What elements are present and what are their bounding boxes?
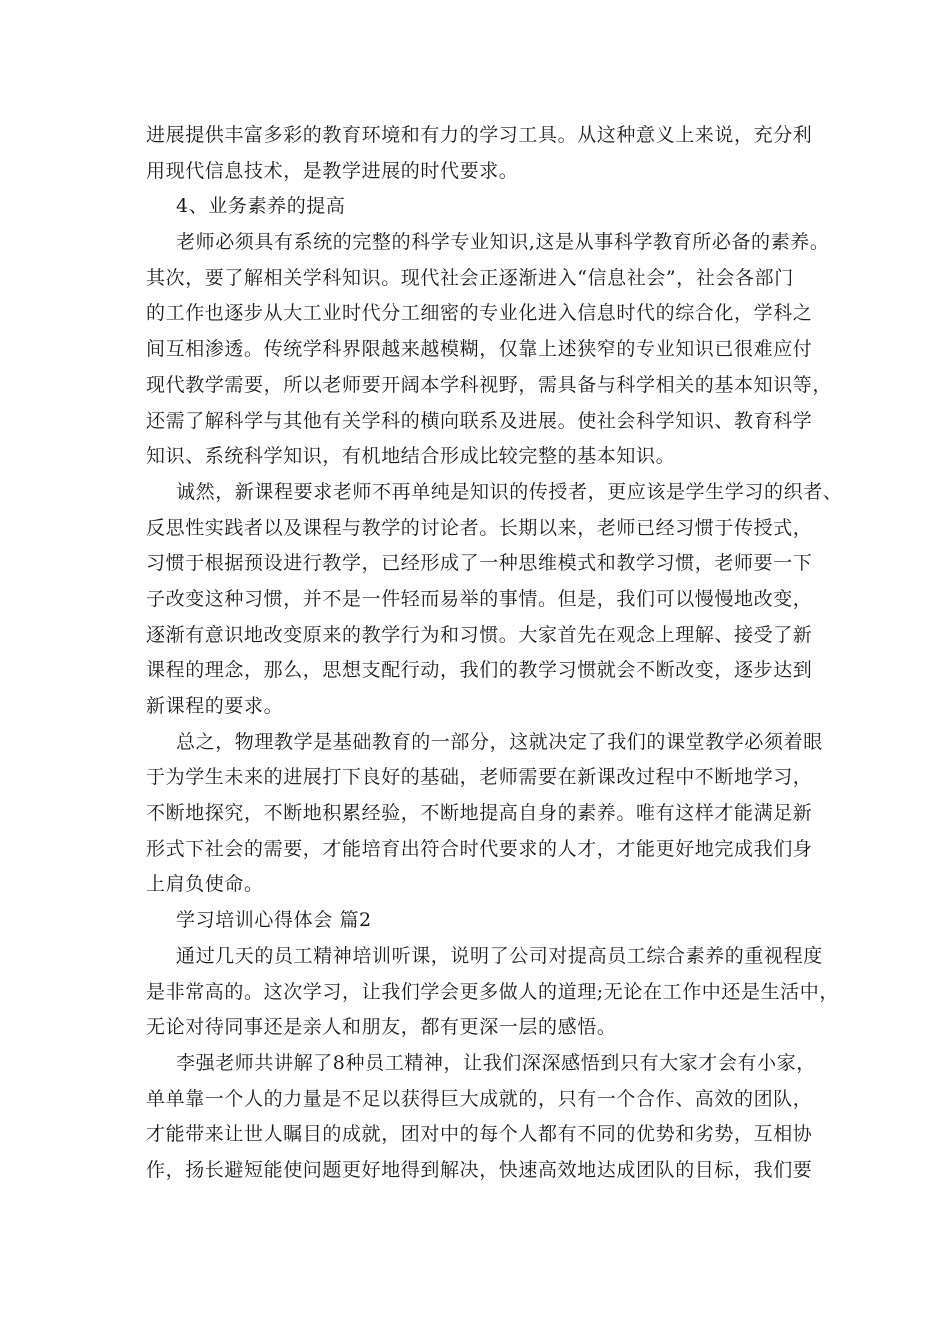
text-line: 李强老师共讲解了8种员工精神，让我们深深感悟到只有大家才会有小家， (176, 1051, 816, 1074)
text-line: 才能带来让世人瞩目的成就，团对中的每个人都有不同的优势和劣势，互相协 (146, 1123, 813, 1146)
text-line: 不断地探究，不断地积累经验，不断地提高自身的素养。唯有这样才能满足新 (146, 802, 813, 825)
text-line: 逐渐有意识地改变原来的教学行为和习惯。大家首先在观念上理解、接受了新 (146, 623, 813, 646)
text-line: 还需了解科学与其他有关学科的横向联系及进展。使社会科学知识、教育科学 (146, 409, 813, 432)
text-line: 课程的理念，那么，思想支配行动，我们的教学习惯就会不断改变，逐步达到 (146, 659, 813, 682)
text-line: 习惯于根据预设进行教学，已经形成了一种思维模式和教学习惯，老师要一下 (146, 552, 813, 575)
text-line: 形式下社会的需要，才能培育出符合时代要求的人才，才能更好地完成我们身 (146, 837, 813, 860)
text-line: 无论对待同事还是亲人和朋友，都有更深一层的感悟。 (146, 1016, 617, 1039)
text-line: 诚然，新课程要求老师不再单纯是知识的传授者，更应该是学生学习的织者、 (176, 480, 843, 503)
text-line: 单单靠一个人的力量是不足以获得巨大成就的，只有一个合作、高效的团队， (146, 1087, 813, 1110)
body-text (146, 118, 843, 1189)
text-line: 老师必须具有系统的完整的科学专业知识,这是从事科学教育所必备的素养。 (176, 231, 830, 254)
text-line: 通过几天的员工精神培训听课，说明了公司对提高员工综合素养的重视程度 (176, 944, 823, 967)
text-line: 现代教学需要，所以老师要开阔本学科视野，需具备与科学相关的基本知识等， (146, 373, 833, 396)
text-line: 是非常高的。这次学习，让我们学会更多做人的道理;无论在工作中还是生活中， (146, 980, 840, 1003)
text-line: 子改变这种习惯，并不是一件轻而易举的事情。但是，我们可以慢慢地改变， (146, 587, 813, 610)
text-line: 用现代信息技术，是教学进展的时代要求。 (146, 159, 519, 182)
text-line: 的工作也逐步从大工业时代分工细密的专业化进入信息时代的综合化，学科之 (146, 302, 813, 325)
text-line: 作，扬长避短能使问题更好地得到解决，快速高效地达成团队的目标，我们要 (146, 1158, 813, 1181)
text-line: 于为学生未来的进展打下良好的基础，老师需要在新课改过程中不断地学习， (146, 766, 813, 789)
text-line: 上肩负使命。 (146, 873, 264, 896)
text-line: 反思性实践者以及课程与教学的讨论者。长期以来，老师已经习惯于传授式， (146, 516, 813, 539)
text-line: 总之，物理教学是基础教育的一部分，这就决定了我们的课堂教学必须着眼 (176, 730, 823, 753)
text-line: 知识、系统科学知识，有机地结合形成比较完整的基本知识。 (146, 445, 676, 468)
text-line: 其次，要了解相关学科知识。现代社会正逐渐进入“信息社会”，社会各部门 (146, 266, 794, 289)
section-heading: 学习培训心得体会 篇2 (176, 909, 372, 932)
text-line: 进展提供丰富多彩的教育环境和有力的学习工具。从这种意义上来说，充分利 (146, 124, 813, 146)
section-heading: 4、业务素养的提高 (176, 195, 346, 218)
text-line: 间互相渗透。传统学科界限越来越模糊，仅靠上述狭窄的专业知识已很难应付 (146, 338, 813, 361)
text-line: 新课程的要求。 (146, 695, 284, 717)
